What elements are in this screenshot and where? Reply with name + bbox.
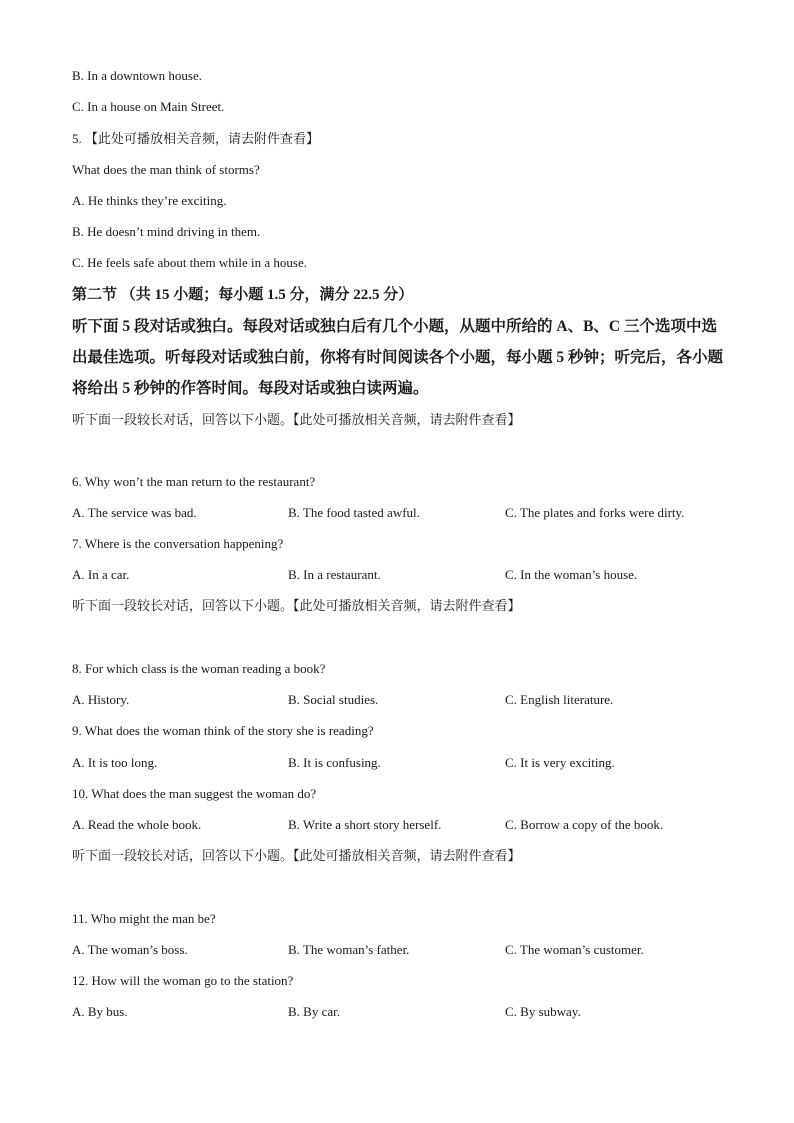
option-a: A. The service was bad. bbox=[72, 505, 197, 520]
option-b: B. The woman’s father. bbox=[288, 942, 410, 957]
q5-option-c: C. He feels safe about them while in a house. bbox=[72, 255, 308, 270]
dialogue-prompt: 听下面一段较长对话，回答以下小题。【此处可播放相关音频，请去附件查看】 bbox=[72, 848, 521, 863]
q5-option-a: A. He thinks they’re exciting. bbox=[72, 193, 227, 208]
option-a: A. In a car. bbox=[72, 567, 130, 582]
option-c: C. The woman’s customer. bbox=[505, 942, 644, 957]
question-text: 9. What does the woman think of the story she is reading? bbox=[72, 723, 374, 738]
q5-option-b: B. He doesn’t mind driving in them. bbox=[72, 224, 261, 239]
option-c: C. It is very exciting. bbox=[505, 755, 615, 770]
option-b: B. Social studies. bbox=[288, 692, 379, 707]
option-b: B. Write a short story herself. bbox=[288, 817, 442, 832]
option-b: B. By car. bbox=[288, 1004, 340, 1019]
option-a: A. History. bbox=[72, 692, 130, 707]
q5-question: What does the man think of storms? bbox=[72, 162, 260, 177]
option-a: A. By bus. bbox=[72, 1004, 128, 1019]
option-a: A. It is too long. bbox=[72, 755, 158, 770]
question-text: 12. How will the woman go to the station? bbox=[72, 973, 294, 988]
question-text: 8. For which class is the woman reading a book? bbox=[72, 661, 326, 676]
option-b: B. The food tasted awful. bbox=[288, 505, 420, 520]
option-c: C. The plates and forks were dirty. bbox=[505, 505, 685, 520]
option-c: C. In the woman’s house. bbox=[505, 567, 638, 582]
option-c: C. By subway. bbox=[505, 1004, 581, 1019]
option-b: B. In a restaurant. bbox=[288, 567, 381, 582]
q5-number-audio-note: 5. 【此处可播放相关音频，请去附件查看】 bbox=[72, 131, 320, 146]
option-c: C. Borrow a copy of the book. bbox=[505, 817, 664, 832]
option-b: B. It is confusing. bbox=[288, 755, 381, 770]
question-text: 10. What does the man suggest the woman do? bbox=[72, 786, 317, 801]
question-text: 11. Who might the man be? bbox=[72, 911, 216, 926]
dialogue-prompt: 听下面一段较长对话，回答以下小题。【此处可播放相关音频，请去附件查看】 bbox=[72, 412, 521, 427]
option-a: A. Read the whole book. bbox=[72, 817, 202, 832]
dialogue-prompt: 听下面一段较长对话，回答以下小题。【此处可播放相关音频，请去附件查看】 bbox=[72, 598, 521, 613]
question-text: 7. Where is the conversation happening? bbox=[72, 536, 284, 551]
q4-option-b: B. In a downtown house. bbox=[72, 68, 202, 83]
section-instructions: 听下面 5 段对话或独白。每段对话或独白后有几个小题，从题中所给的 A、B、C 三个选项中选出最佳选项。听每段对话或独白前，你将有时间阅读各个小题，每小题 5 秒钟；听完后，各小题将给出 5 秒钟的作答时间。每段对话或独白读两遍。 bbox=[72, 318, 724, 397]
question-text: 6. Why won’t the man return to the restaurant? bbox=[72, 474, 316, 489]
option-c: C. English literature. bbox=[505, 692, 614, 707]
section-heading: 第二节 （共 15 小题；每小题 1.5 分，满分 22.5 分） bbox=[72, 287, 414, 303]
q4-option-c: C. In a house on Main Street. bbox=[72, 99, 225, 114]
option-a: A. The woman’s boss. bbox=[72, 942, 188, 957]
